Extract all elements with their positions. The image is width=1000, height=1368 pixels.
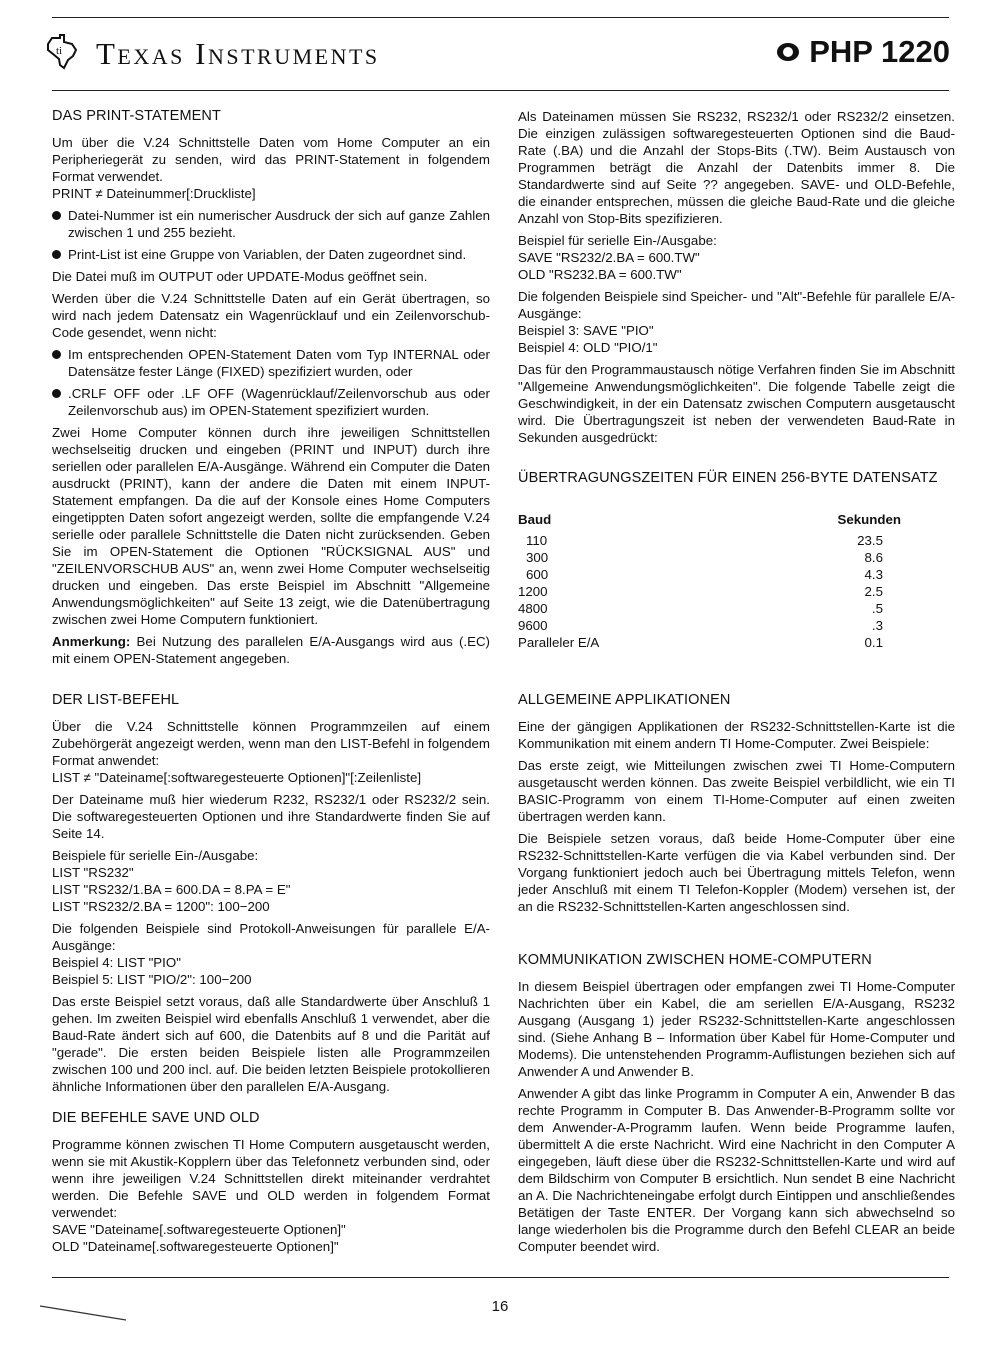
baud-cell: 9600 [518, 618, 548, 633]
paragraph: Werden über die V.24 Schnittstelle Daten auf ein Gerät übertragen, so wird nach jedem Datensatz ein Wagenrücklauf und ein Zeilenvorschub-Code gesendet, wenn nicht: [52, 291, 490, 340]
seconds-cell: .5 [871, 601, 883, 616]
page-number: 16 [491, 1298, 509, 1315]
note-text: Bei Nutzung des parallelen E/A-Ausgangs wird aus (.EC) mit einem OPEN-Statement angegeben. [52, 634, 490, 666]
code-line: LIST "RS232/1.BA = 600.DA = 8.PA = E" [52, 882, 291, 897]
seconds-cell: 8.6 [864, 550, 883, 565]
table-row [518, 634, 901, 651]
d-mark-icon [777, 43, 799, 61]
baud-cell: 300 [526, 550, 549, 565]
syntax-line: PRINT ≠ Dateinummer[:Druckliste] [52, 186, 256, 201]
table-heading: ÜBERTRAGUNGSZEITEN FÜR EINEN 256-BYTE DATENSATZ [518, 470, 938, 486]
paragraph: Zwei Home Computer können durch ihre jeweiligen Schnittstellen wechselseitig drucken und eingeben (PRINT und INPUT) durch ihre seriellen oder parallelen E/A-Ausgänge. Während ein Computer die Daten ausdruckt (PRINT), kann der andere die Daten mit einem INPUT-Statement empfangen. Da die auf der Konsole eines Home Computers eingetippten Daten sofort angezeigt werden, sollte die empfangende V.24 serielle oder parallele Schnittstelle die Daten nicht zurücksenden. Geben Sie im OPEN-Statement die Optionen "RÜCKSIGNAL AUS" und "ZEILENVORSCHUB AUS" an, wenn zwei Home Computer wechselseitig drucken und eingeben. Das erste Beispiel im Abschnitt "Allgemeine Anwendungsmöglichkeiten" auf Seite 13 zeigt, wie die Datenübertragung zwischen zwei Home Computern funktioniert. [52, 425, 490, 627]
seconds-cell: 2.5 [864, 584, 883, 599]
svg-text:ti: ti [56, 45, 63, 57]
seconds-cell: 4.3 [864, 567, 883, 582]
table-row [518, 532, 901, 549]
transfer-time-table [518, 511, 901, 651]
paragraph: Das für den Programmaustausch nötige Verfahren finden Sie im Abschnitt "Allgemeine Anwendungsmöglichkeiten". Die folgende Tabelle zeigt die Geschwindigkeit, in der ein Datensatz zwischen Computern ausgetauscht wird. Die Übertragungszeit ist neben der verwendeten Baud-Rate in Sekunden ausgedrückt: [518, 362, 955, 445]
bullet-item: .CRLF OFF oder .LF OFF (Wagenrücklauf/Zeilenvorschub aus oder Zeilenvorschub aus) im OPEN-Statement spezifiziert wurden. [52, 385, 490, 419]
list-section [52, 692, 490, 1100]
bullet-item: Im entsprechenden OPEN-Statement Daten vom Typ INTERNAL oder Datensätze fester Länge (FIXED) spezifiziert wurden, oder [52, 346, 490, 380]
save-old-continued [518, 108, 955, 451]
paragraph: Um über die V.24 Schnittstelle Daten vom Home Computer an ein Peripheriegerät zu senden, wird das PRINT-Statement in folgendem Format verwendet. [52, 135, 490, 184]
print-section [52, 108, 490, 672]
column-header: Sekunden [837, 512, 901, 527]
product-model [777, 34, 950, 70]
paragraph: Das erste Beispiel setzt voraus, daß alle Standardwerte über Anschluß 1 gehen. Im zweiten Beispiel wird ebenfalls Anschluß 1 verwendet, aber die Baud-Rate ändert sich auf 600, die Datenbits auf 8 und die Parität auf "gerade". Die ersten beiden Beispiele listen alle Programmzeilen zwischen 100 und 200 incl. auf. Die beiden letzten Beispiele protokollieren ähnliche Informationen über den parallelen E/A-Ausgang. [52, 994, 490, 1094]
code-line: Beispiel 4: OLD "PIO/1" [518, 340, 658, 355]
table-row [518, 600, 901, 617]
section-heading: DER LIST-BEFEHL [52, 692, 180, 708]
table-row [518, 566, 901, 583]
paragraph: Anwender A gibt das linke Programm in Computer A ein, Anwender B das rechte Programm in Computer B. Das Anwender-B-Programm sollte vor dem Anwender-A-Programm laufen. Wenn beide Programme laufen, übermittelt A die erste Nachricht. Wird eine Nachricht in den Computer A eingegeben, läuft diese über die RS232-Schnittstellen-Karte und wird auf dem Bildschirm von Computer B ersichtlich. Nun sendet B eine Nachricht an A. Die Nachrichteneingabe erfolgt durch Eintippen und anschließendes Betätigen der Taste ENTER. Der Vorgang kann sich abwechselnd so lange wiederholen bis die Programme durch den Befehl CLEAR an beide Computer beendet wird. [518, 1086, 955, 1254]
code-line: SAVE "Dateiname[.softwaregesteuerte Optionen]" [52, 1222, 346, 1237]
texas-logo-icon [44, 32, 80, 72]
table-row [518, 617, 901, 634]
code-line: LIST "RS232" [52, 865, 134, 880]
paragraph: Eine der gängigen Applikationen der RS232-Schnittstellen-Karte ist die Kommunikation mit einem andern TI Home-Computer. Zwei Beispiele: [518, 719, 955, 751]
table-row [518, 549, 901, 566]
table-row [518, 583, 901, 600]
bullet-item: Datei-Nummer ist ein numerischer Ausdruck der sich auf ganze Zahlen zwischen 1 und 255 bezieht. [52, 207, 490, 241]
example-title: Beispiel für serielle Ein-/Ausgabe: [518, 233, 717, 248]
bullet-item: Print-List ist eine Gruppe von Variablen, der Daten zugeordnet sind. [52, 246, 490, 263]
paragraph: Die folgenden Beispiele sind Speicher- und "Alt"-Befehle für parallele E/A-Ausgänge: [518, 289, 955, 321]
note-label: Anmerkung: [52, 634, 131, 649]
paragraph: Als Dateinamen müssen Sie RS232, RS232/1 oder RS232/2 einsetzen. Die einzigen zulässigen softwaregesteuerten Optionen sind die Baud-Rate (.BA) und die Anzahl der Stops-Bits (.TW). Beim Austausch von Programmen beträgt die Anzahl der Datenbits immer 8. Die Standardwerte sind auf Seite ?? angegeben. SAVE- und OLD-Befehle, die einander entsprechen, müssen die gleiche Baud-Rate und die gleiche Anzahl von Stop-Bits spezifizieren. [518, 109, 955, 226]
code-line: LIST "RS232/2.BA = 1200": 100−200 [52, 899, 270, 914]
table-header-row [518, 511, 901, 528]
paragraph: Die Datei muß im OUTPUT oder UPDATE-Modus geöffnet sein. [52, 269, 428, 284]
baud-cell: Paralleler E/A [518, 635, 600, 650]
baud-cell: 600 [526, 567, 549, 582]
communication-section [518, 952, 955, 1260]
seconds-cell: 0.1 [864, 635, 883, 650]
footer-rule [52, 1277, 949, 1278]
note-paragraph [52, 633, 490, 667]
paragraph: Der Dateiname muß hier wiederum R232, RS232/1 oder RS232/2 sein. Die softwaregesteuerten Optionen und ihre Standardwerte finden Sie auf Seite 14. [52, 792, 490, 841]
seconds-cell: 23.5 [857, 533, 883, 548]
code-line: Beispiel 4: LIST "PIO" [52, 955, 181, 970]
paragraph: Programme können zwischen TI Home Computern ausgetauscht werden, wenn sie mit Akustik-Kopplern über das Telefonnetz verbunden sind, oder wenn ihre jeweiligen V.24 Schnittstellen direkt miteinander verdrahtet werden. Die Befehle SAVE und OLD werden in folgendem Format verwendet: [52, 1137, 490, 1220]
baud-cell: 1200 [518, 584, 548, 599]
section-heading: DIE BEFEHLE SAVE UND OLD [52, 1110, 260, 1126]
example-title: Beispiele für serielle Ein-/Ausgabe: [52, 848, 259, 863]
code-line: SAVE "RS232/2.BA = 600.TW" [518, 250, 700, 265]
paragraph: Die folgenden Beispiele sind Protokoll-Anweisungen für parallele E/A-Ausgänge: [52, 921, 490, 953]
paragraph: Das erste zeigt, wie Mitteilungen zwischen zwei TI Home-Computern ausgetauscht werden können. Das zweite Beispiel verbildlicht, wie ein TI BASIC-Programm von einem TI-Home-Computer auf einen zweiten übertragen werden kann. [518, 758, 955, 824]
paragraph: Über die V.24 Schnittstelle können Programmzeilen auf einem Zubehörgerät angezeigt werden, wenn man den LIST-Befehl in folgendem Format anwendet: [52, 719, 490, 768]
column-header: Baud [518, 512, 552, 527]
syntax-line: LIST ≠ "Dateiname[:softwaregesteuerte Optionen]"[:Zeilenliste] [52, 770, 422, 785]
seconds-cell: .3 [871, 618, 883, 633]
paragraph: In diesem Beispiel übertragen oder empfangen zwei TI Home-Computer Nachrichten über ein Kabel, die am seriellen E/A-Ausgang, RS232 Ausgang (Ausgang 1) jeder RS232-Schnittstellen-Karte angeschlossen sind. (Siehe Anhang B – Information über Kabel für Home-Computer und Modems). Die untenstehenden Programm-Auflistungen beziehen sich auf Anwender A und Anwender B. [518, 979, 955, 1079]
code-line: Beispiel 3: SAVE "PIO" [518, 323, 654, 338]
save-old-section [52, 1110, 490, 1255]
model-label: PHP 1220 [809, 34, 950, 69]
code-line: OLD "RS232.BA = 600.TW" [518, 267, 682, 282]
applications-section [518, 692, 955, 920]
code-line: Beispiel 5: LIST "PIO/2": 100−200 [52, 972, 252, 987]
code-line: OLD "Dateiname[.softwaregesteuerte Optionen]" [52, 1239, 339, 1254]
section-heading: DAS PRINT-STATEMENT [52, 108, 221, 124]
company-name: Texas Instruments [96, 36, 380, 71]
paragraph: Die Beispiele setzen voraus, daß beide Home-Computer über eine RS232-Schnittstellen-Karte verfügen die via Kabel verbunden sind. Der Vorgang funktioniert jedoch auch bei Übertragung mittels Telefon, wenn jeder Anschluß mit einem TI Telefon-Koppler (Modem) versehen ist, der an die RS232-Schnittstellen-Karten angeschlossen sind. [518, 831, 955, 914]
section-heading: ALLGEMEINE APPLIKATIONEN [518, 692, 731, 708]
transfer-table-section [518, 470, 955, 651]
header-rule [52, 90, 949, 91]
top-rule [52, 17, 949, 18]
baud-cell: 110 [526, 533, 548, 548]
section-heading: KOMMUNIKATION ZWISCHEN HOME-COMPUTERN [518, 952, 872, 968]
baud-cell: 4800 [518, 601, 548, 616]
